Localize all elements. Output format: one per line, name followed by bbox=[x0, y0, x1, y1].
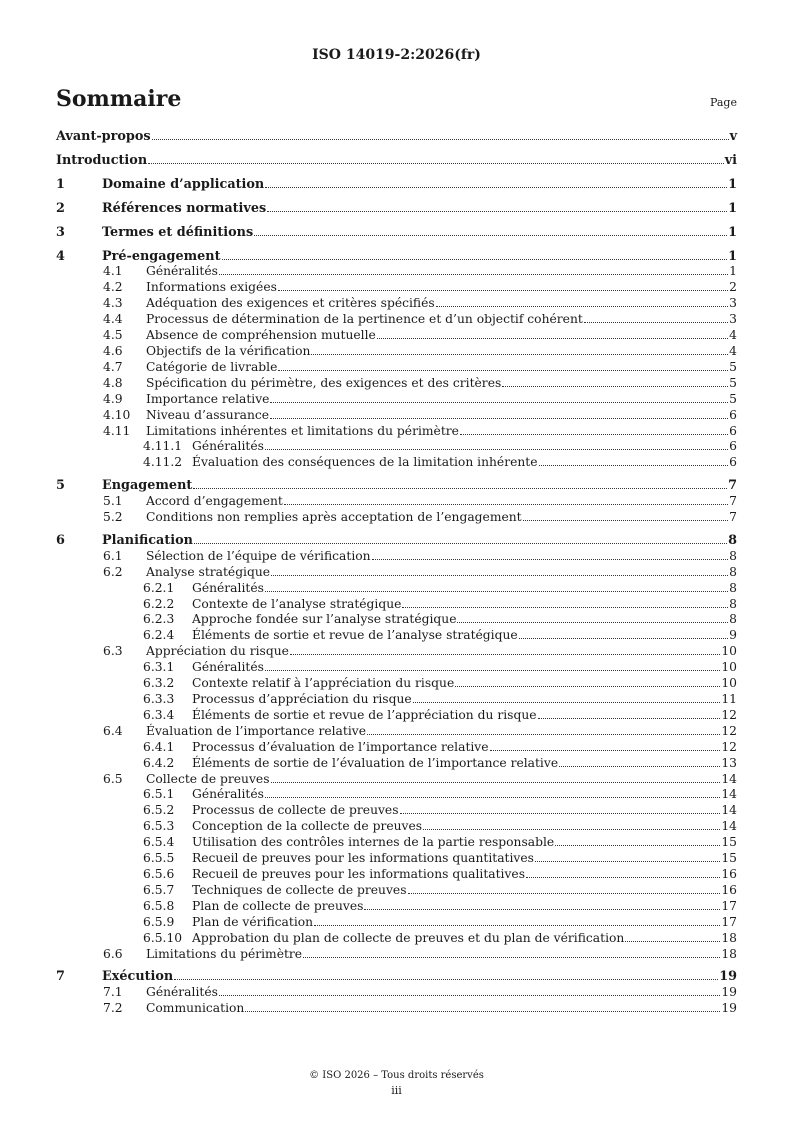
toc-entry[interactable] bbox=[56, 931, 737, 947]
toc-entry-title: Recueil de preuves pour les informations qualitatives bbox=[192, 866, 526, 881]
dot-leader bbox=[436, 306, 728, 307]
toc-entry-page: 16 bbox=[721, 866, 737, 881]
toc-entry-title: Généralités bbox=[146, 264, 218, 279]
toc-entry-page: 15 bbox=[721, 851, 737, 866]
toc-entry-page: 8 bbox=[729, 564, 737, 579]
toc-entry[interactable] bbox=[56, 724, 737, 740]
toc-entry[interactable] bbox=[56, 549, 737, 565]
dot-leader bbox=[271, 575, 728, 576]
toc-entry-page: 5 bbox=[729, 375, 737, 390]
toc-spacer bbox=[56, 471, 737, 478]
dot-leader bbox=[270, 402, 728, 403]
toc-entry-number: 7.2 bbox=[103, 1001, 123, 1016]
dot-leader bbox=[538, 718, 721, 719]
toc-spacer bbox=[56, 962, 737, 969]
toc-entry-page: 5 bbox=[729, 359, 737, 374]
dot-leader bbox=[413, 702, 721, 703]
toc-entry-page: 10 bbox=[721, 676, 737, 691]
toc-entry[interactable] bbox=[56, 296, 737, 312]
toc-entry-number: 4 bbox=[56, 248, 65, 264]
toc-entry-title: Pré-engagement bbox=[102, 248, 221, 264]
toc-entry[interactable] bbox=[56, 612, 737, 628]
toc-entry-title: Spécification du périmètre, des exigences et des critères bbox=[146, 375, 502, 390]
dot-leader bbox=[219, 995, 720, 996]
dot-leader bbox=[539, 465, 729, 466]
toc-entry-title: Techniques de collecte de preuves bbox=[192, 882, 407, 897]
toc-title-row bbox=[56, 86, 737, 112]
toc-entry[interactable] bbox=[56, 803, 737, 819]
toc-entry-title: Collecte de preuves bbox=[146, 771, 270, 786]
toc-entry-page: 2 bbox=[729, 280, 737, 295]
toc-entry-title: Utilisation des contrôles internes de la partie responsable bbox=[192, 835, 555, 850]
dot-leader bbox=[194, 543, 727, 544]
toc-entry[interactable] bbox=[56, 494, 737, 510]
toc-entry-number: 4.8 bbox=[103, 375, 123, 390]
toc-entry-number: 6.5.10 bbox=[143, 930, 183, 945]
dot-leader bbox=[265, 797, 720, 798]
dot-leader bbox=[519, 638, 729, 639]
toc-entry-page: 18 bbox=[721, 930, 737, 945]
toc-entry-page: 14 bbox=[721, 771, 737, 786]
toc-entry-number: 7 bbox=[56, 969, 65, 985]
dot-leader bbox=[502, 386, 728, 387]
dot-leader bbox=[290, 654, 720, 655]
toc-entry-number: 4.3 bbox=[103, 296, 123, 311]
toc-entry-page: 14 bbox=[721, 819, 737, 834]
toc-entry-page: 19 bbox=[721, 985, 737, 1000]
toc-entry[interactable] bbox=[56, 644, 737, 660]
toc-entry-page: 4 bbox=[729, 328, 737, 343]
toc-entry-title: Généralités bbox=[146, 985, 218, 1000]
dot-leader bbox=[402, 607, 728, 608]
toc-entry-number: 6.2 bbox=[103, 564, 123, 579]
copyright-notice: © ISO 2026 – Tous droits réservés bbox=[309, 1070, 484, 1081]
toc-entry[interactable] bbox=[56, 439, 737, 455]
toc-entry-page: 1 bbox=[728, 176, 737, 192]
toc-entry-title: Contexte relatif à l’appréciation du risque bbox=[192, 676, 455, 691]
toc-entry-number: 6.1 bbox=[103, 548, 123, 563]
dot-leader bbox=[526, 877, 720, 878]
toc-entry-page: 1 bbox=[728, 224, 737, 240]
toc-spacer bbox=[56, 145, 737, 153]
toc-entry-title: Importance relative bbox=[146, 391, 270, 406]
toc-entry-title: Limitations du périmètre bbox=[146, 946, 303, 961]
dot-leader bbox=[535, 861, 720, 862]
toc-entry-page: 8 bbox=[729, 548, 737, 563]
toc-entry[interactable] bbox=[56, 835, 737, 851]
toc-entry-title: Informations exigées bbox=[146, 280, 277, 295]
toc-entry[interactable] bbox=[56, 478, 737, 494]
dot-leader bbox=[559, 766, 720, 767]
toc-entry-title: Catégorie de livrable bbox=[146, 359, 278, 374]
toc-entry-page: 6 bbox=[729, 439, 737, 454]
toc-entry[interactable] bbox=[56, 392, 737, 408]
toc-entry[interactable] bbox=[56, 328, 737, 344]
toc-entry[interactable] bbox=[56, 201, 737, 217]
dot-leader bbox=[174, 979, 718, 980]
toc-entry-number: 6.3.4 bbox=[143, 707, 175, 722]
toc-entry-title: Introduction bbox=[56, 152, 148, 168]
toc-entry-number: 6.5.7 bbox=[143, 882, 175, 897]
toc-entry-title: Plan de vérification bbox=[192, 914, 314, 929]
toc-entry-page: 14 bbox=[721, 787, 737, 802]
toc-entry-page: 1 bbox=[728, 248, 737, 264]
toc-entry-number: 6.5.9 bbox=[143, 914, 175, 929]
dot-leader bbox=[423, 829, 720, 830]
toc-entry-page: 4 bbox=[729, 343, 737, 358]
toc-entry[interactable] bbox=[56, 533, 737, 549]
toc-entry-title: Avant-propos bbox=[56, 129, 151, 144]
toc-entry-page: 14 bbox=[721, 803, 737, 818]
toc-entry-page: 10 bbox=[721, 660, 737, 675]
toc-entry[interactable] bbox=[56, 969, 737, 985]
toc-entry-number: 6.4.2 bbox=[143, 755, 175, 770]
dot-leader bbox=[278, 290, 728, 291]
toc-entry[interactable] bbox=[56, 225, 737, 241]
toc-entry-number: 6.5.1 bbox=[143, 787, 175, 802]
toc-entry[interactable] bbox=[56, 312, 737, 328]
dot-leader bbox=[400, 813, 721, 814]
toc-entry[interactable] bbox=[56, 280, 737, 296]
dot-leader bbox=[303, 957, 720, 958]
toc-title: Sommaire bbox=[56, 86, 182, 112]
dot-leader bbox=[219, 274, 728, 275]
dot-leader bbox=[193, 488, 727, 489]
toc-entry-title: Processus d’évaluation de l’importance relative bbox=[192, 739, 489, 754]
toc-entry-title: Généralités bbox=[192, 580, 264, 595]
toc-entry-page: 18 bbox=[721, 946, 737, 961]
toc-entry-number: 4.2 bbox=[103, 280, 123, 295]
toc-entry-page: 8 bbox=[729, 580, 737, 595]
toc-entry[interactable] bbox=[56, 510, 737, 526]
toc-entry[interactable] bbox=[56, 628, 737, 644]
dot-leader bbox=[311, 354, 728, 355]
dot-leader bbox=[245, 1011, 720, 1012]
toc-entry[interactable] bbox=[56, 899, 737, 915]
toc-entry-page: 6 bbox=[729, 455, 737, 470]
dot-leader bbox=[523, 520, 729, 521]
toc-entry-page: 17 bbox=[721, 914, 737, 929]
toc-entry-title: Processus de collecte de preuves bbox=[192, 803, 399, 818]
toc-entry[interactable] bbox=[56, 1001, 737, 1017]
toc-entry[interactable] bbox=[56, 581, 737, 597]
toc-entry[interactable] bbox=[56, 360, 737, 376]
toc-entry-number: 4.5 bbox=[103, 328, 123, 343]
toc-entry-number: 6.3.1 bbox=[143, 660, 175, 675]
dot-leader bbox=[490, 750, 721, 751]
toc-entry-page: 19 bbox=[719, 969, 737, 985]
page-footer bbox=[0, 1068, 793, 1098]
toc-entry-title: Planification bbox=[102, 532, 193, 548]
toc-entry-title: Engagement bbox=[102, 478, 193, 494]
toc-entry-number: 5.1 bbox=[103, 494, 123, 509]
toc-entry-number: 2 bbox=[56, 200, 65, 216]
toc-entry-title: Généralités bbox=[192, 787, 264, 802]
toc-entry-title: Contexte de l’analyse stratégique bbox=[192, 596, 402, 611]
toc-entry-number: 1 bbox=[56, 176, 65, 192]
dot-leader bbox=[148, 163, 724, 164]
toc-entry-title: Sélection de l’équipe de vérification bbox=[146, 548, 371, 563]
toc-entry[interactable] bbox=[56, 883, 737, 899]
toc-entry[interactable] bbox=[56, 376, 737, 392]
toc-entry-title: Niveau d’assurance bbox=[146, 407, 270, 422]
toc-entry-title: Absence de compréhension mutuelle bbox=[146, 328, 376, 343]
toc-entry-number: 4.7 bbox=[103, 359, 123, 374]
toc-entry-page: 15 bbox=[721, 835, 737, 850]
toc-entry-number: 6.3 bbox=[103, 644, 123, 659]
toc-entry-page: 16 bbox=[721, 882, 737, 897]
toc-entry-title: Plan de collecte de preuves bbox=[192, 898, 364, 913]
toc-entry-number: 6.3.3 bbox=[143, 692, 175, 706]
toc-entry[interactable] bbox=[56, 455, 737, 471]
toc-entry-page: 10 bbox=[721, 644, 737, 659]
dot-leader bbox=[152, 139, 729, 140]
toc-entry[interactable] bbox=[56, 408, 737, 424]
toc-entry-number: 6.5.3 bbox=[143, 819, 175, 834]
toc-entry-page: 19 bbox=[721, 1001, 737, 1016]
dot-leader bbox=[584, 322, 728, 323]
dot-leader bbox=[265, 187, 727, 188]
toc-entry-page: 1 bbox=[729, 264, 737, 279]
toc-entry[interactable] bbox=[56, 565, 737, 581]
toc-entry-title: Communication bbox=[146, 1001, 245, 1016]
toc-entry[interactable] bbox=[56, 819, 737, 835]
toc-entry-title: Approbation du plan de collecte de preuves et du plan de vérification bbox=[192, 930, 625, 945]
toc-entry-title: Évaluation des conséquences de la limitation inhérente bbox=[192, 455, 538, 470]
toc-entry-page: 8 bbox=[729, 612, 737, 627]
toc-spacer bbox=[56, 169, 737, 177]
dot-leader bbox=[455, 686, 720, 687]
toc-entry-number: 6.5.5 bbox=[143, 851, 175, 866]
toc-entry-page: 11 bbox=[721, 692, 737, 706]
toc-entry-number: 6.3.2 bbox=[143, 676, 175, 691]
toc-entry-page: vi bbox=[724, 152, 737, 168]
toc-entry[interactable] bbox=[56, 947, 737, 963]
toc-entry-title: Approche fondée sur l’analyse stratégique bbox=[192, 612, 457, 627]
toc-entry[interactable] bbox=[56, 660, 737, 676]
page-column-label: Page bbox=[709, 96, 737, 109]
toc-entry-title: Éléments de sortie et revue de l’analyse stratégique bbox=[192, 628, 518, 643]
toc-entry-number: 4.11.2 bbox=[143, 455, 183, 470]
table-of-contents bbox=[56, 129, 737, 1017]
dot-leader bbox=[364, 909, 720, 910]
toc-entry-number: 3 bbox=[56, 224, 65, 240]
dot-leader bbox=[270, 418, 728, 419]
dot-leader bbox=[278, 370, 728, 371]
toc-entry-title: Généralités bbox=[192, 439, 264, 454]
toc-entry-title: Références normatives bbox=[102, 200, 267, 216]
toc-entry-page: 9 bbox=[729, 628, 737, 643]
toc-spacer bbox=[56, 193, 737, 201]
toc-entry-title: Exécution bbox=[102, 969, 174, 985]
toc-entry-title: Évaluation de l’importance relative bbox=[146, 723, 366, 738]
toc-entry-title: Généralités bbox=[192, 660, 264, 675]
toc-entry-number: 4.4 bbox=[103, 312, 123, 327]
toc-entry[interactable] bbox=[56, 692, 737, 708]
toc-entry-number: 6.5.4 bbox=[143, 835, 175, 850]
toc-entry-title: Accord d’engagement bbox=[146, 494, 283, 509]
dot-leader bbox=[222, 259, 728, 260]
dot-leader bbox=[625, 941, 720, 942]
toc-entry-title: Termes et définitions bbox=[102, 224, 254, 240]
toc-entry-number: 6 bbox=[56, 532, 65, 548]
toc-entry-title: Processus de détermination de la pertinence et d’un objectif cohérent bbox=[146, 312, 583, 327]
toc-entry[interactable] bbox=[56, 676, 737, 692]
dot-leader bbox=[271, 782, 721, 783]
toc-spacer bbox=[56, 241, 737, 249]
toc-entry-number: 7.1 bbox=[103, 985, 123, 1000]
toc-entry[interactable] bbox=[56, 153, 737, 169]
toc-entry-title: Objectifs de la vérification bbox=[146, 343, 311, 358]
toc-entry-page: 7 bbox=[729, 510, 737, 525]
toc-entry[interactable] bbox=[56, 985, 737, 1001]
toc-entry-page: 7 bbox=[729, 494, 737, 509]
toc-entry-page: 6 bbox=[729, 407, 737, 422]
toc-entry-number: 4.9 bbox=[103, 391, 123, 406]
toc-entry[interactable] bbox=[56, 915, 737, 931]
toc-entry-number: 5 bbox=[56, 478, 65, 494]
toc-entry-title: Limitations inhérentes et limitations du périmètre bbox=[146, 423, 459, 438]
toc-entry-page: v bbox=[729, 129, 737, 144]
toc-entry[interactable] bbox=[56, 708, 737, 724]
toc-entry[interactable] bbox=[56, 740, 737, 756]
toc-entry-page: 12 bbox=[721, 723, 737, 738]
dot-leader bbox=[265, 670, 720, 671]
toc-entry-title: Adéquation des exigences et critères spécifiés bbox=[146, 296, 435, 311]
toc-entry[interactable] bbox=[56, 867, 737, 883]
toc-entry-title: Éléments de sortie de l’évaluation de l’importance relative bbox=[192, 755, 559, 770]
toc-entry[interactable] bbox=[56, 597, 737, 613]
toc-entry[interactable] bbox=[56, 424, 737, 440]
toc-entry-number: 6.2.3 bbox=[143, 612, 175, 627]
toc-entry[interactable] bbox=[56, 772, 737, 788]
toc-entry-title: Éléments de sortie et revue de l’appréciation du risque bbox=[192, 707, 537, 722]
toc-entry-page: 6 bbox=[729, 423, 737, 438]
page-number: iii bbox=[391, 1084, 402, 1097]
toc-entry-number: 6.5 bbox=[103, 771, 123, 786]
toc-entry-page: 13 bbox=[721, 755, 737, 770]
toc-entry-page: 12 bbox=[721, 707, 737, 722]
toc-entry-title: Analyse stratégique bbox=[146, 564, 271, 579]
toc-entry-number: 4.10 bbox=[103, 407, 131, 422]
toc-entry[interactable] bbox=[56, 177, 737, 193]
toc-entry-number: 4.11.1 bbox=[143, 439, 183, 454]
toc-entry-page: 3 bbox=[729, 296, 737, 311]
dot-leader bbox=[254, 235, 727, 236]
toc-entry[interactable] bbox=[56, 851, 737, 867]
toc-entry-title: Conception de la collecte de preuves bbox=[192, 819, 423, 834]
toc-entry-title: Domaine d’application bbox=[102, 176, 265, 192]
document-id-header: ISO 14019-2:2026(fr) bbox=[312, 47, 481, 63]
toc-entry[interactable] bbox=[56, 129, 737, 145]
toc-entry[interactable] bbox=[56, 787, 737, 803]
toc-entry-page: 5 bbox=[729, 391, 737, 406]
toc-entry-title: Processus d’appréciation du risque bbox=[192, 692, 412, 706]
dot-leader bbox=[284, 504, 728, 505]
toc-entry-page: 7 bbox=[728, 478, 737, 494]
toc-entry-number: 6.6 bbox=[103, 946, 123, 961]
dot-leader bbox=[408, 893, 721, 894]
toc-spacer bbox=[56, 217, 737, 225]
toc-entry[interactable] bbox=[56, 344, 737, 360]
toc-entry-page: 8 bbox=[729, 596, 737, 611]
toc-entry-number: 4.11 bbox=[103, 423, 131, 438]
toc-entry-number: 6.4.1 bbox=[143, 739, 175, 754]
toc-spacer bbox=[56, 526, 737, 533]
toc-entry-number: 6.2.4 bbox=[143, 628, 175, 643]
dot-leader bbox=[367, 734, 720, 735]
dot-leader bbox=[314, 925, 720, 926]
toc-entry-number: 6.5.6 bbox=[143, 866, 175, 881]
toc-entry-number: 6.2.2 bbox=[143, 596, 175, 611]
toc-entry-number: 6.2.1 bbox=[143, 580, 175, 595]
dot-leader bbox=[460, 434, 728, 435]
toc-entry-title: Recueil de preuves pour les informations quantitatives bbox=[192, 851, 534, 866]
toc-entry-number: 6.4 bbox=[103, 723, 123, 738]
toc-entry[interactable] bbox=[56, 249, 737, 265]
toc-entry-number: 4.1 bbox=[103, 264, 123, 279]
dot-leader bbox=[555, 845, 720, 846]
dot-leader bbox=[267, 211, 727, 212]
toc-entry-page: 3 bbox=[729, 312, 737, 327]
toc-entry-page: 8 bbox=[728, 532, 737, 548]
dot-leader bbox=[457, 622, 728, 623]
toc-entry-page: 1 bbox=[728, 200, 737, 216]
toc-entry-page: 17 bbox=[721, 898, 737, 913]
dot-leader bbox=[265, 591, 728, 592]
toc-entry-number: 5.2 bbox=[103, 510, 123, 525]
toc-entry-title: Conditions non remplies après acceptation de l’engagement bbox=[146, 510, 522, 525]
toc-entry-number: 6.5.8 bbox=[143, 898, 175, 913]
toc-entry-page: 12 bbox=[721, 739, 737, 754]
toc-entry-title: Appréciation du risque bbox=[146, 644, 289, 659]
toc-entry[interactable] bbox=[56, 756, 737, 772]
toc-entry-number: 4.6 bbox=[103, 343, 123, 358]
toc-entry[interactable] bbox=[56, 264, 737, 280]
dot-leader bbox=[372, 559, 729, 560]
dot-leader bbox=[377, 338, 728, 339]
dot-leader bbox=[265, 449, 728, 450]
toc-entry-number: 6.5.2 bbox=[143, 803, 175, 818]
